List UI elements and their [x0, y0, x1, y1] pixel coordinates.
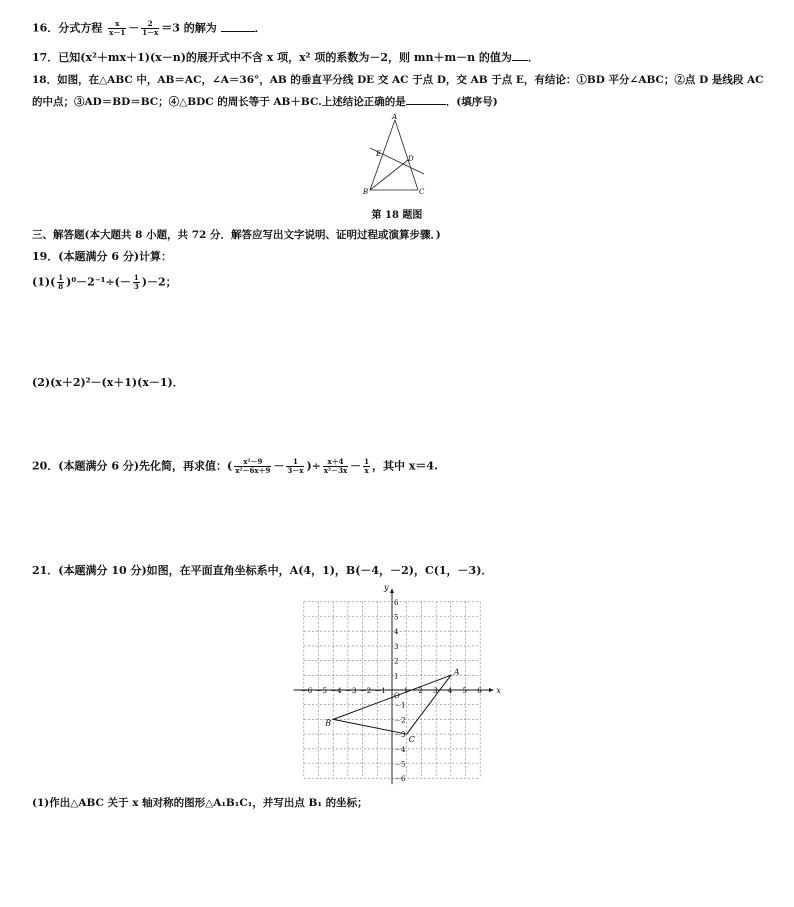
x-arrow	[489, 688, 493, 692]
label-a: A	[392, 113, 398, 121]
fraction: $\frac{\text{x²－9}}{\text{x²－6x＋9}}$	[235, 457, 271, 475]
x-tick-label: －4	[330, 687, 342, 695]
y-tick-label: －4	[394, 745, 406, 754]
fraction: $\frac{1}{3-x}$	[287, 457, 304, 475]
x-tick-label: －5	[315, 687, 327, 695]
point-label-b: B	[325, 718, 332, 728]
x-tick-label: 1	[403, 687, 409, 695]
x-tick-label: 6	[477, 687, 482, 695]
fraction-1: $\frac{x}{x-1}$	[109, 19, 126, 37]
y-tick-label: －6	[394, 775, 406, 784]
fraction-2: $\frac{2}{1-x}$	[142, 19, 159, 37]
x-axis-label: x	[496, 686, 501, 695]
answer-blank	[406, 94, 446, 105]
question-21-part1: (1)作出△ABC 关于 x 轴对称的图形△A₁B₁C₁，并写出点 B₁ 的坐标；	[32, 797, 368, 809]
x-tick-label: 4	[447, 687, 453, 695]
y-tick-label: －2	[394, 716, 406, 725]
label-d: D	[408, 155, 414, 163]
question-19-part1: (1)( $\frac{1}{8}$ )⁰－2⁻¹÷(－ $\frac{1}{3}$ )－2；	[32, 273, 177, 291]
label-b: B	[363, 188, 369, 196]
y-tick-label: 2	[394, 657, 399, 666]
label-e: E	[376, 150, 382, 158]
point-label-c: C	[408, 735, 415, 745]
y-tick-label: 5	[394, 613, 399, 622]
question-17: 17．已知(x²＋mx＋1)(x－n)的展开式中不含 x 项，x² 项的系数为－2，则 mn＋m－n 的值为 ．	[32, 51, 539, 64]
figure-18-caption: 第 18 题图	[371, 210, 423, 221]
section-heading: 三、解答题(本大题共 8 小题，共 72 分．解答应写出文字说明、证明过程或演算步骤．)	[32, 229, 441, 241]
question-16: 16．分式方程 $\frac{x}{x-1}$ － $\frac{2}{1-x}$ ＝3 的解为 ．	[32, 19, 266, 37]
y-tick-label: 1	[394, 672, 399, 681]
fraction: $\frac{1}{x}$	[364, 457, 370, 475]
question-20: 20．(本题满分 6 分)先化简，再求值：( $\frac{\text{x²－9}}{\text{x²－6x＋9}}$ － $\frac{1}{3-x}$ )÷ $\frac{x+4}{\text{x²－3x}}$ － $\frac{1}{x}$ ，其中 x＝4.	[32, 457, 438, 475]
y-axis-label: y	[384, 583, 389, 593]
question-19-part2: (2)(x＋2)²－(x＋1)(x－1)．	[32, 376, 184, 389]
y-arrow	[390, 589, 394, 593]
point-label-a: A	[453, 667, 460, 677]
y-tick-label: 3	[394, 642, 399, 651]
fraction: $\frac{x+4}{\text{x²－3x}}$	[323, 457, 348, 475]
answer-blank	[512, 50, 528, 61]
triangle-figure	[360, 114, 430, 196]
fraction: $\frac{1}{8}$	[58, 273, 64, 291]
y-tick-label: －5	[394, 760, 406, 769]
x-tick-label: －3	[344, 687, 357, 695]
question-19-title: 19．(本题满分 6 分)计算：	[32, 250, 173, 263]
origin-label: O	[394, 692, 400, 700]
coordinate-grid	[296, 580, 500, 786]
answer-blank	[221, 21, 255, 32]
x-tick-label: －1	[374, 687, 386, 695]
question-18-line1: 18．如图，在△ABC 中，AB＝AC，∠A＝36°，AB 的垂直平分线 DE 交 AC 于点 D，交 AB 于点 E，有结论：①BD 平分∠ABC；②点 D 是线段 AC	[32, 74, 764, 86]
x-tick-label: －2	[359, 687, 372, 695]
y-tick-label: 6	[394, 598, 399, 607]
y-tick-label: －3	[394, 731, 406, 740]
question-18-line2: 的中点；③AD＝BD＝BC；④△BDC 的周长等于 AB＋BC.上述结论正确的是 ．(填序号)	[32, 96, 498, 108]
x-tick-label: 3	[433, 687, 438, 695]
x-tick-label: 2	[418, 687, 423, 695]
label-c: C	[419, 188, 425, 196]
question-21: 21．(本题满分 10 分)如图，在平面直角坐标系中，A(4，1)，B(－4，－2)，C(1，－3)．	[32, 564, 493, 577]
x-tick-label: 5	[462, 687, 467, 695]
y-tick-label: －1	[394, 701, 406, 710]
x-tick-label: －6	[300, 687, 313, 695]
fraction: $\frac{1}{3}$	[133, 273, 139, 291]
y-tick-label: 4	[394, 628, 399, 637]
